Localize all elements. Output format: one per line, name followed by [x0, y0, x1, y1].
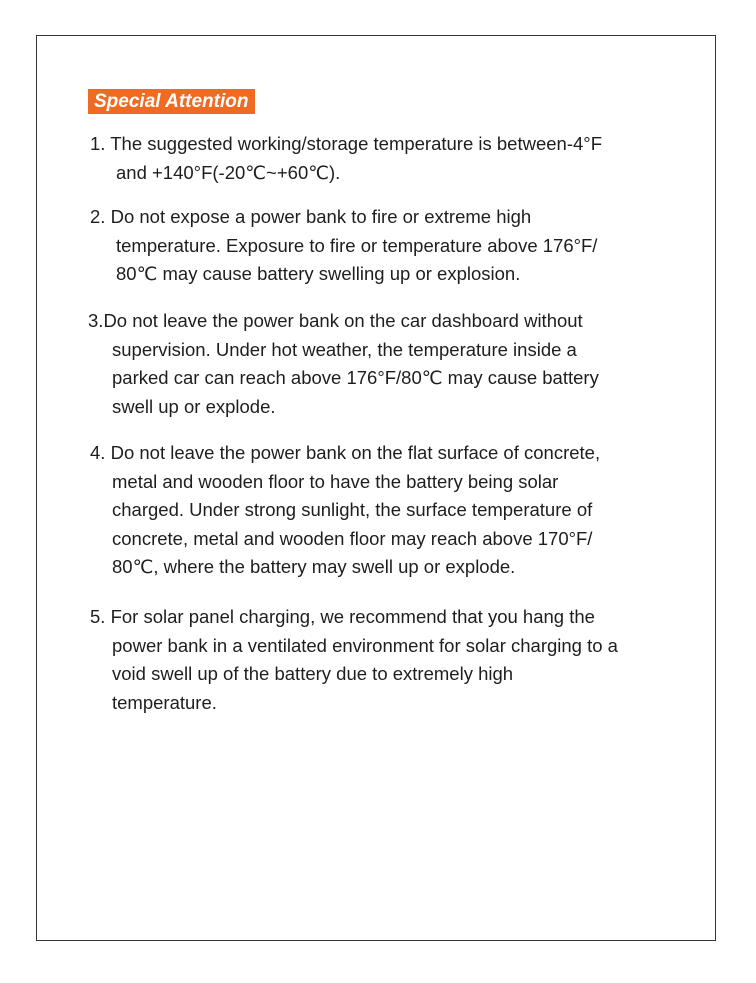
item-3-text-1: Do not leave the power bank on the car dashboard without: [103, 310, 583, 331]
list-item-3: [88, 307, 599, 421]
item-4-line-2: metal and wooden floor to have the battery being solar: [112, 470, 559, 492]
item-3-line-4: swell up or explode.: [112, 395, 276, 417]
item-3-line-3: parked car can reach above 176°F/80℃ may cause battery: [112, 367, 599, 388]
item-5-text-1: For solar panel charging, we recommend that you hang the: [110, 606, 595, 627]
item-1-line-2: and +140°F(-20℃~+60℃).: [116, 161, 341, 183]
item-2-line-2: temperature. Exposure to fire or temperature above 176°F/: [116, 234, 598, 256]
item-4-line-5: 80℃, where the battery may swell up or explode.: [112, 556, 516, 577]
item-3-number: 3.: [88, 310, 104, 331]
item-5-number: 5.: [90, 606, 106, 627]
item-1-line-1: [90, 130, 602, 159]
item-5-line-1: [90, 603, 618, 632]
item-5-line-2: power bank in a ventilated environment for solar charging to a: [112, 634, 618, 656]
item-3-line-1: [88, 307, 599, 336]
item-2-line-3: 80℃ may cause battery swelling up or explosion.: [116, 263, 521, 284]
item-4-text-1: Do not leave the power bank on the flat surface of concrete,: [110, 442, 601, 463]
item-2-line-1: [90, 203, 597, 232]
item-2-number: 2.: [90, 206, 106, 227]
item-1-number: 1.: [90, 133, 106, 154]
list-item-2: [90, 203, 597, 289]
item-1-text-1: The suggested working/storage temperature is between-4°F: [110, 133, 602, 154]
item-2-text-1: Do not expose a power bank to fire or extreme high: [110, 206, 532, 227]
item-4-number: 4.: [90, 442, 106, 463]
special-attention-heading: Special Attention: [88, 89, 255, 114]
item-4-line-1: [90, 439, 600, 468]
item-5-line-4: temperature.: [112, 691, 217, 713]
list-item-1: [90, 130, 602, 187]
item-3-line-2: supervision. Under hot weather, the temperature inside a: [112, 338, 577, 360]
item-5-line-3: void swell up of the battery due to extremely high: [112, 663, 514, 684]
item-4-line-4: concrete, metal and wooden floor may reach above 170°F/: [112, 527, 593, 549]
item-4-line-3: charged. Under strong sunlight, the surface temperature of: [112, 499, 593, 520]
list-item-5: [90, 603, 618, 717]
list-item-4: [90, 439, 600, 582]
